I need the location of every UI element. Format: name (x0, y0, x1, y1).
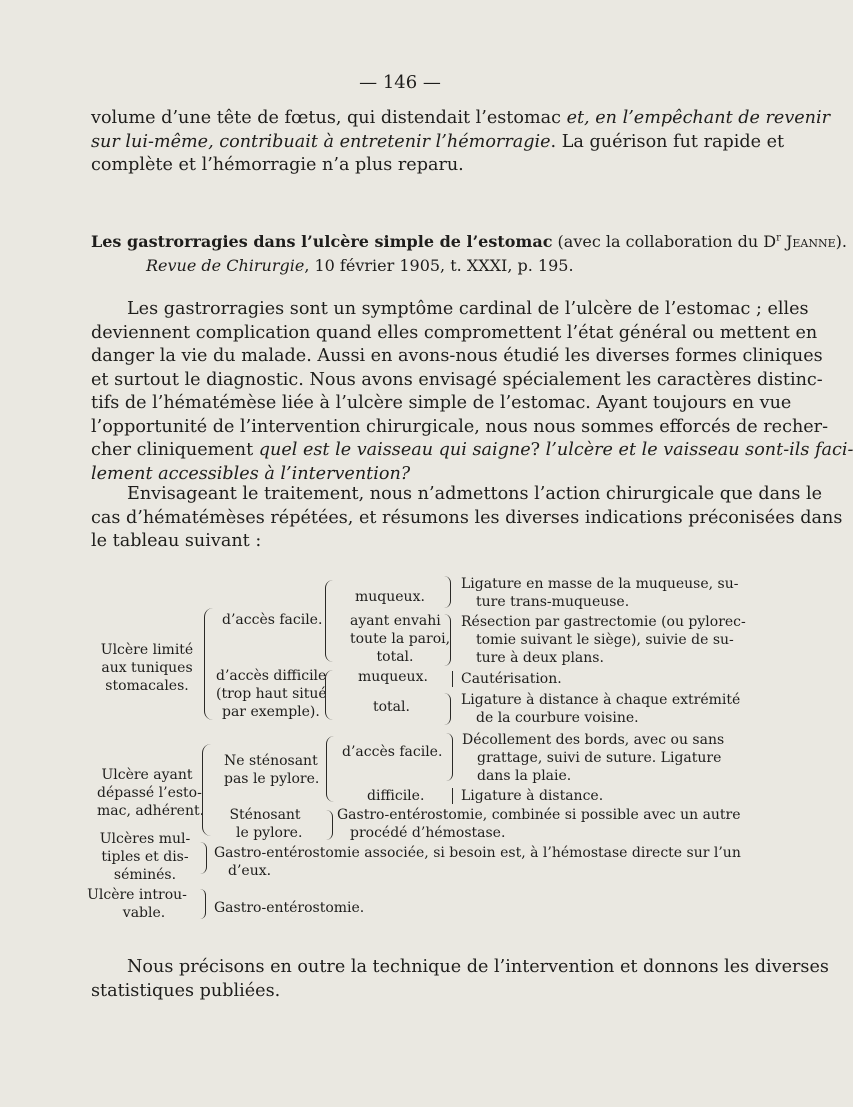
brace (204, 608, 213, 720)
ligature-masse: Ligature en masse de la muqueuse, su- ture trans-muqueuse. (461, 576, 739, 610)
bar (452, 671, 453, 687)
row-label-ulcere-ayant: Ulcère ayant dépassé l’esto- mac, adhérent. (97, 767, 205, 819)
brace (326, 736, 334, 802)
gastro-enterostomie: Gastro-entérostomie. (214, 900, 365, 916)
bar (452, 788, 453, 804)
brace (326, 810, 333, 840)
row-label-ulcere-introuvable: Ulcère introu- vable. (87, 887, 187, 921)
muqueux-2: muqueux. (358, 669, 428, 685)
ligature-distance-2: Ligature à distance. (461, 788, 604, 804)
total: total. (373, 699, 410, 715)
ayant-envahi: ayant envahi toute la paroi, total. (350, 613, 451, 665)
ligature-distance: Ligature à distance à chaque extrémité de la courbure voisine. (461, 692, 741, 726)
body-paragraph (91, 298, 853, 486)
body-line-7: cher cliniquement quel est le vaisseau qui saigne? l’ulcère et le vaisseau sont-ils faci- (91, 440, 853, 460)
brace (444, 614, 451, 666)
treatment-line: le tableau suivant : (91, 531, 262, 551)
brace (200, 842, 207, 874)
reference-title: Les gastrorragies dans l’ulcère simple de l’estomac (avec la collaboration du $D^r$ Jeanne). (91, 232, 847, 251)
stenosant: Sténosant le pylore. (229, 807, 303, 841)
brace (444, 576, 451, 608)
page-number: — 146 — (359, 72, 441, 93)
difficile: difficile. (367, 788, 425, 804)
body-line: et surtout le diagnostic. Nous avons envisagé spécialement les caractères distinc- (91, 369, 823, 390)
treatment-line: Envisageant le traitement, nous n’admettons l’action chirurgicale que dans le (127, 484, 823, 504)
body-line: tifs de l’hématémèse liée à l’ulcère simple de l’estomac. Ayant toujours en vue (91, 393, 792, 413)
collaborator-name: Jeanne (785, 232, 836, 251)
decollement: Décollement des bords, avec ou sans grattage, suivi de suture. Ligature dans la plaie. (462, 732, 725, 784)
gastro-associee: Gastro-entérostomie associée, si besoin est, à l’hémostase directe sur l’un d’eux. (214, 845, 741, 879)
body-line-8: lement accessibles à l’intervention? (91, 463, 411, 484)
body-line: deviennent complication quand elles compromettent l’état général ou mettent en (91, 322, 818, 343)
intro-line-2: sur lui-même, contribuait à entretenir l’hémorragie. La guérison fut rapide et (91, 131, 785, 152)
reference-source: Revue de Chirurgie, 10 février 1905, t. XXXI, p. 195. (146, 256, 574, 275)
cauterisation: Cautérisation. (461, 671, 562, 687)
row-label-ulceres-multiples: Ulcères mul- tiples et dis- séminés. (99, 831, 191, 883)
muqueux: muqueux. (355, 589, 425, 605)
intro-paragraph (91, 107, 831, 178)
acces-difficile: d’accès difficile (trop haut situé par exemple). (216, 668, 327, 720)
row-label-ulcere-limite: Ulcère limité aux tuniques stomacales. (100, 642, 194, 694)
acces-facile-2: d’accès facile. (342, 744, 443, 760)
body-line: l’opportunité de l’intervention chirurgicale, nous nous sommes efforcés de recher- (91, 416, 829, 437)
intro-line-1: volume d’une tête de fœtus, qui distendait l’estomac et, en l’empêchant de revenir (91, 108, 831, 128)
closing-line-2: statistiques publiées. (91, 980, 281, 1001)
brace (202, 744, 211, 836)
brace (444, 693, 451, 725)
ne-stenosant: Ne sténosant pas le pylore. (224, 753, 320, 787)
brace (200, 889, 206, 919)
body-line: Les gastrorragies sont un symptôme cardinal de l’ulcère de l’estomac ; elles (127, 299, 809, 319)
gastro-combinee: Gastro-entérostomie, combinée si possible avec un autre procédé d’hémostase. (337, 807, 741, 841)
brace (325, 580, 333, 662)
acces-facile: d’accès facile. (222, 612, 323, 628)
treatment-line: cas d’hématémèses répétées, et résumons les diverses indications préconisées dans (91, 507, 843, 528)
body-line: danger la vie du malade. Aussi en avons-nous étudié les diverses formes cliniques (91, 346, 823, 366)
treatment-paragraph (91, 483, 843, 554)
closing-paragraph (91, 956, 829, 1003)
brace (446, 733, 453, 781)
intro-line-3: complète et l’hémorragie n’a plus reparu. (91, 155, 464, 175)
brace (325, 670, 333, 720)
closing-line-1: Nous précisons en outre la technique de l’intervention et donnons les diverses (127, 957, 829, 977)
resection: Résection par gastrectomie (ou pylorec- tomie suivant le siège), suivie de su- ture à deux plans. (461, 614, 746, 666)
